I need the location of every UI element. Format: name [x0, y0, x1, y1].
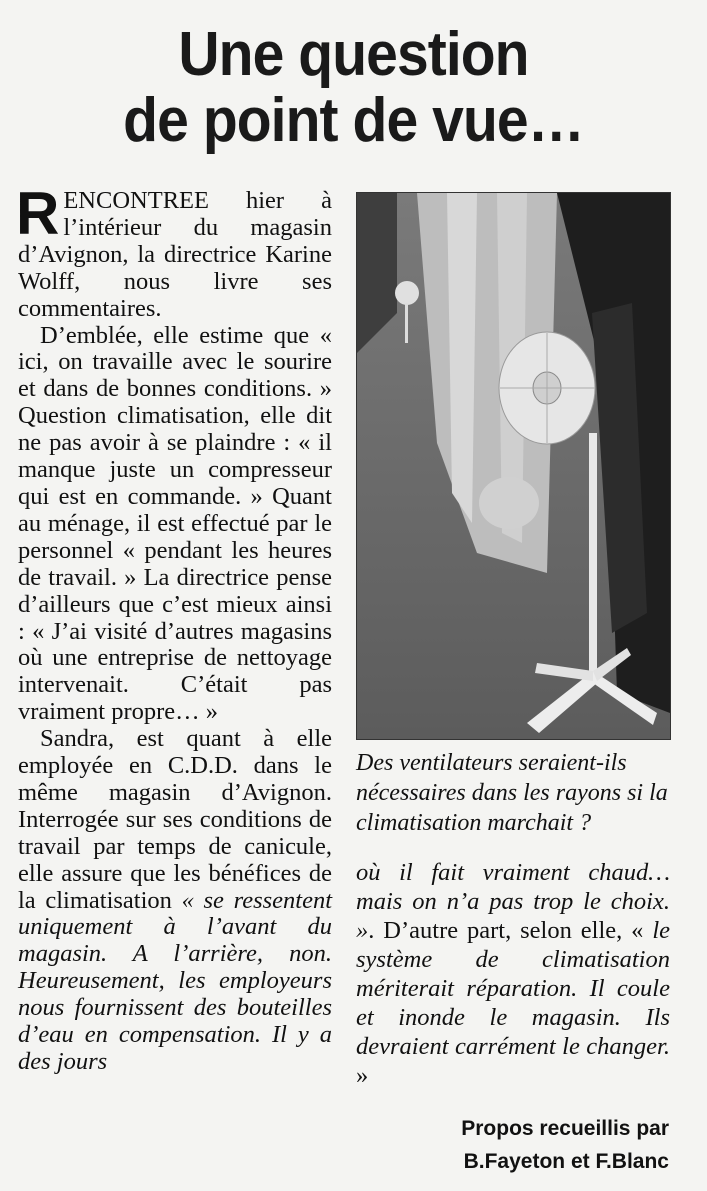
paragraph-3-text: Sandra, est quant à elle employée en C.D.D. dans le même magasin d’Avignon. Interrogée sur ses conditions de travail par temps de canicule, elle assure que les bénéfices de la climatisation [18, 725, 332, 914]
paragraph-3-quote: « se ressentent uniquement à l’avant du magasin. A l’arrière, non. Heureusement, les employeurs nous fournissent des bouteilles d’eau en compensation. Il y a des jours [18, 886, 332, 1075]
store-photo [356, 192, 671, 740]
quote-continued: où il fait vraiment chaud… mais on n’a pas trop le choix. » [356, 859, 670, 944]
fan-in-store-image [357, 193, 670, 739]
paragraph-1-text: ENCONTREE hier à l’intérieur du magasin d’Avignon, la directrice Karine Wolff, nous livre ses commentaires. [18, 187, 332, 322]
paragraph-1 [16, 180, 332, 323]
photo-caption: Des ventilateurs seraient-ils nécessaires dans les rayons si la climatisation marchait ? [356, 750, 668, 836]
drop-cap: R [16, 180, 60, 247]
quote-climatisation: le système de climatisation mériterait réparation. Il coule et inonde le magasin. Ils devraient carrément le changer. [356, 917, 670, 1060]
text-continued-2: » [356, 1062, 369, 1089]
article-column-right [356, 858, 670, 1090]
article-column-left [16, 180, 332, 1076]
text-continued-1: . D’autre part, selon elle, « [368, 917, 653, 944]
paragraph-continued [356, 858, 670, 1090]
paragraph-2: D’emblée, elle estime que « ici, on travaille avec le sourire et dans de bonnes conditions. » Question climatisation, elle dit ne pas avoir à se plaindre : « il manque juste un compresseur qui est en commande. » Quant au ménage, il est effectué par le personnel « pendant les heures de travail. » La directrice pense d’ailleurs que c’est mieux ainsi : « J’ai visité d’autres magasins où une entreprise de nettoyage intervenait. C’était pas vraiment propre… » [18, 321, 332, 726]
headline-line-2: de point de vue… [123, 86, 584, 155]
byline [461, 1112, 669, 1178]
byline-authors: B.Fayeton et F.Blanc [463, 1150, 669, 1173]
paragraph-3 [18, 726, 332, 1076]
byline-line-1: Propos recueillis par [461, 1117, 669, 1140]
headline [28, 22, 678, 154]
headline-line-1: Une question [178, 20, 529, 89]
